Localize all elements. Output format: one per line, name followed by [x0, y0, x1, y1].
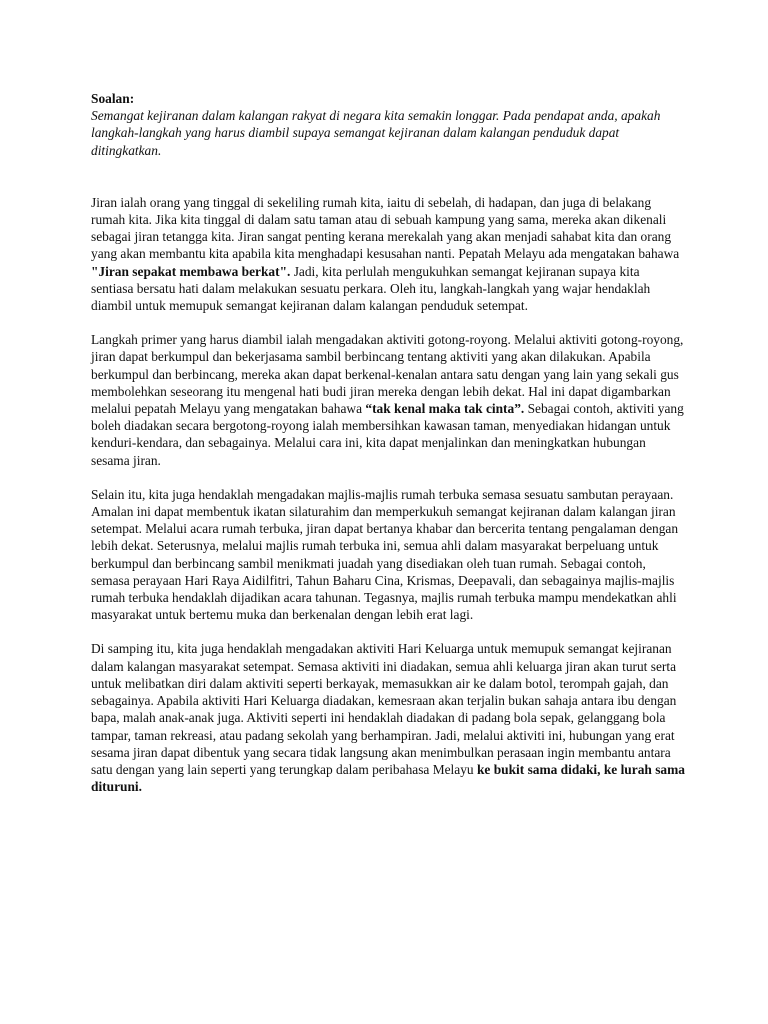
- proverb-quote: ke bukit sama didaki, ke lurah sama dituruni.: [91, 761, 685, 795]
- proverb-quote: "Jiran sepakat membawa berkat".: [91, 263, 291, 279]
- document-content: [91, 90, 685, 812]
- paragraph-text: Jiran ialah orang yang tinggal di sekeliling rumah kita, iaitu di sebelah, di hadapan, dan juga di belakang rumah kita. Jika kita tinggal di dalam satu taman atau di sebuah kampung yang sama, mereka akan dikenali sebagai jiran tetangga kita. Jiran sangat penting kerana merekalah yang akan menjadi sahabat kita dan orang yang akan membantu kita apabila kita menghadapi kesusahan nanti. Pepatah Melayu ada mengatakan bahawa: [91, 194, 680, 262]
- paragraph-hari-keluarga: [91, 640, 685, 795]
- proverb-quote: “tak kenal maka tak cinta”.: [365, 401, 525, 417]
- question-heading: Soalan:: [91, 91, 135, 106]
- paragraph-text: Sebagai contoh, aktiviti yang boleh diadakan secara bergotong-royong ialah membersihkan kawasan taman, menyediakan hidangan untuk kenduri-kendara, dan sebagainya. Melalui cara ini, kita dapat menjalinkan dan meningkatkan hubungan sesama jiran.: [91, 401, 684, 468]
- paragraph-rumah-terbuka: [91, 486, 685, 624]
- question-text: Semangat kejiranan dalam kalangan rakyat di negara kita semakin longgar. Pada pendapat anda, apakah langkah-langkah yang harus diambil supaya semangat kejiranan dalam kalangan penduduk dapat ditingkatkan.: [91, 108, 661, 158]
- paragraph-text: Di samping itu, kita juga hendaklah mengadakan aktiviti Hari Keluarga untuk memupuk semangat kejiranan dalam kalangan masyarakat setempat. Semasa aktiviti ini diadakan, semua ahli keluarga jiran akan turut serta untuk melibatkan diri dalam aktiviti seperti berkayak, memasukkan air ke dalam botol, terompah gajah, dan sebagainya. Apabila aktiviti Hari Keluarga diadakan, kemesraan akan terjalin bukan sahaja antara ibu dengan bapa, malah anak-anak juga. Aktiviti seperti ini hendaklah diadakan di padang bola sepak, gelanggang bola tampar, taman rekreasi, atau padang sekolah yang berhampiran. Jadi, melalui aktiviti ini, hubungan yang erat sesama jiran dapat dibentuk yang secara tidak langsung akan menimbulkan perasaan ingin membantu antara satu dengan yang lain seperti yang terungkap dalam peribahasa Melayu: [91, 641, 677, 777]
- paragraph-text: Langkah primer yang harus diambil ialah mengadakan aktiviti gotong-royong. Melalui aktiviti gotong-royong, jiran dapat berkumpul dan bekerjasama sambil berbincang tentang aktiviti yang akan dilakukan. Apabila berkumpul dan berbincang, mereka akan dapat berkenal-kenalan antara satu dengan yang lain yang sekali gus membolehkan seseorang itu mengenal hati budi jiran mereka dengan lebih dekat. Hal ini dapat digambarkan melalui pepatah Melayu yang mengatakan bahawa: [91, 332, 684, 417]
- paragraph-gotong-royong: [91, 331, 685, 469]
- paragraph-introduction: [91, 194, 685, 314]
- paragraph-text: Selain itu, kita juga hendaklah mengadakan majlis-majlis rumah terbuka semasa sesuatu sambutan perayaan. Amalan ini dapat membentuk ikatan silaturahim dan memperkukuh semangat kejiranan dalam kalangan jiran setempat. Melalui acara rumah terbuka, jiran dapat bertanya khabar dan bercerita tentang pengalaman dengan lebih dekat. Seterusnya, melalui majlis rumah terbuka ini, semua ahli dalam masyarakat berpeluang untuk berkumpul dan berbincang sambil menikmati juadah yang disediakan oleh tuan rumah. Sebagai contoh, semasa perayaan Hari Raya Aidilfitri, Tahun Baharu Cina, Krismas, Deepavali, dan sebagainya majlis-majlis rumah terbuka hendaklah dijadikan acara tahunan. Tegasnya, majlis rumah terbuka mampu mendekatkan ahli masyarakat untuk bertemu muka dan berkenalan dengan lebih erat lagi.: [91, 486, 679, 623]
- paragraph-text: Jadi, kita perlulah mengukuhkan semangat kejiranan supaya kita sentiasa bersatu hati dalam melakukan sesuatu perkara. Oleh itu, langkah-langkah yang wajar hendaklah diambil untuk memupuk semangat kejiranan dalam kalangan penduduk setempat.: [91, 263, 651, 314]
